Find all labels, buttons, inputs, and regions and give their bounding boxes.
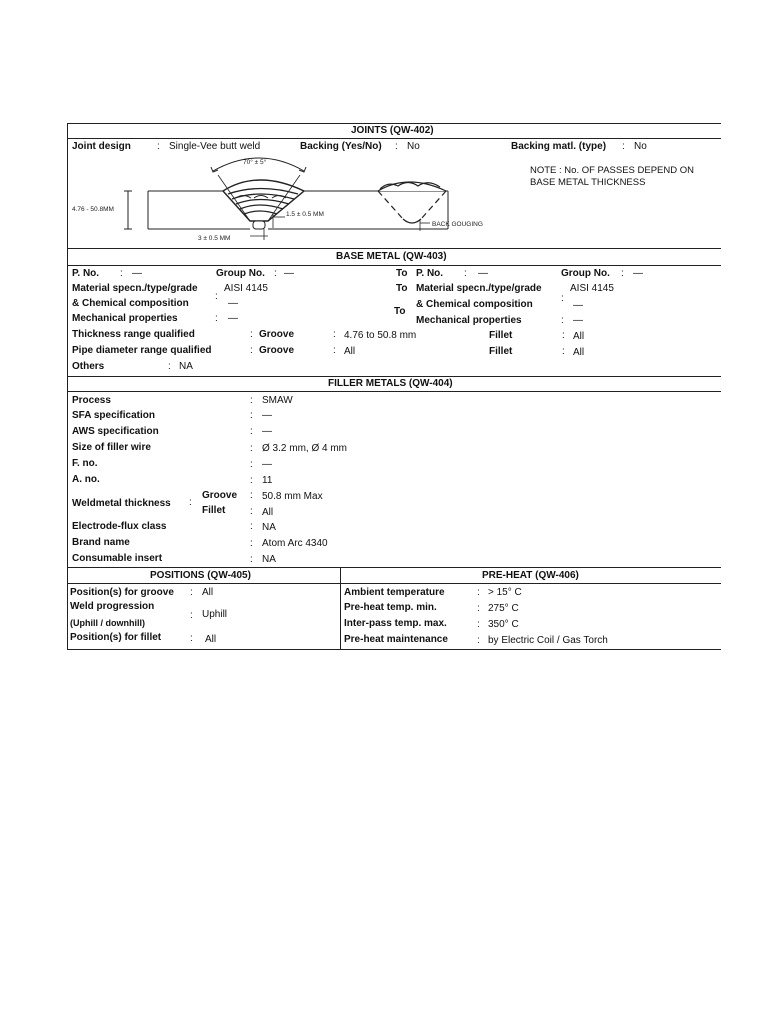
to-label: To bbox=[396, 283, 408, 294]
electrode-value: NA bbox=[262, 522, 276, 533]
aws-label: AWS specification bbox=[72, 426, 159, 437]
colon: : bbox=[561, 315, 564, 326]
sfa-label: SFA specification bbox=[72, 410, 155, 421]
groove-label: Groove bbox=[259, 329, 295, 340]
joint-design-label: Joint design bbox=[72, 141, 131, 152]
colon: : bbox=[189, 497, 192, 508]
rule-positions-divider bbox=[340, 567, 341, 649]
filler-metals-header: FILLER METALS (QW-404) bbox=[328, 378, 453, 389]
sketch-thickness-label: 4.76 - 50.8MM bbox=[72, 206, 114, 213]
fillet-label: Fillet bbox=[202, 505, 226, 516]
base-metal-header: BASE METAL (QW-403) bbox=[336, 251, 447, 262]
colon: : bbox=[477, 619, 480, 630]
material-label: Material specn./type/grade bbox=[72, 283, 198, 294]
ambient-value: > 15° C bbox=[488, 587, 522, 598]
to-mech-value: — bbox=[573, 315, 583, 326]
progression-value: Uphill bbox=[202, 609, 228, 620]
thickness-fillet-value: All bbox=[573, 331, 585, 342]
to-p-no-label: P. No. bbox=[416, 268, 444, 279]
others-label: Others bbox=[72, 361, 105, 372]
material-value: AISI 4145 bbox=[224, 283, 268, 294]
thickness-groove-value: 4.76 to 50.8 mm bbox=[344, 330, 417, 341]
fillet-position-value: All bbox=[205, 634, 217, 645]
colon: : bbox=[250, 443, 253, 454]
progression-sub-label: (Uphill / downhill) bbox=[70, 618, 145, 628]
colon: : bbox=[250, 426, 253, 437]
fillet-position-label: Position(s) for fillet bbox=[70, 632, 162, 643]
colon: : bbox=[561, 293, 564, 304]
joint-sketch bbox=[68, 153, 528, 248]
pipe-fillet-value: All bbox=[573, 347, 585, 358]
colon: : bbox=[250, 395, 253, 406]
colon: : bbox=[190, 633, 193, 644]
rule-filler-top bbox=[68, 376, 721, 377]
colon: : bbox=[250, 329, 253, 340]
brand-label: Brand name bbox=[72, 537, 130, 548]
sfa-value: — bbox=[262, 410, 272, 421]
colon: : bbox=[190, 610, 193, 621]
fno-value: — bbox=[262, 459, 272, 470]
ano-value: 11 bbox=[262, 475, 273, 486]
colon: : bbox=[333, 345, 336, 356]
colon: : bbox=[395, 141, 398, 152]
colon: : bbox=[157, 141, 160, 152]
to-mech-label: Mechanical properties bbox=[416, 315, 522, 326]
sketch-angle-label: 70° ± 5° bbox=[243, 159, 267, 166]
sketch-back-gouging-label: BACK GOUGING bbox=[432, 221, 483, 228]
colon: : bbox=[215, 313, 218, 324]
colon: : bbox=[250, 506, 253, 517]
colon: : bbox=[562, 330, 565, 341]
mech-value: — bbox=[228, 313, 238, 324]
size-value: Ø 3.2 mm, Ø 4 mm bbox=[262, 443, 348, 454]
colon: : bbox=[477, 587, 480, 598]
colon: : bbox=[120, 268, 123, 279]
fno-label: F. no. bbox=[72, 458, 98, 469]
group-no-value: — bbox=[284, 268, 294, 279]
ano-label: A. no. bbox=[72, 474, 100, 485]
to-group-no-label: Group No. bbox=[561, 268, 610, 279]
colon: : bbox=[190, 587, 193, 598]
thickness-label: Thickness range qualified bbox=[72, 329, 195, 340]
interpass-value: 350° C bbox=[488, 619, 519, 630]
pipe-groove-value: All bbox=[344, 346, 356, 357]
mech-label: Mechanical properties bbox=[72, 313, 178, 324]
sketch-root-gap-label: 3 ± 0.5 MM bbox=[198, 235, 231, 242]
maintenance-value: by Electric Coil / Gas Torch bbox=[488, 635, 608, 646]
process-label: Process bbox=[72, 395, 111, 406]
fillet-value: All bbox=[262, 507, 274, 518]
colon: : bbox=[250, 459, 253, 470]
backing-matl-value: No bbox=[634, 141, 647, 152]
backing-value: No bbox=[407, 141, 420, 152]
rule-filler-header bbox=[68, 391, 721, 392]
rule-positions-header bbox=[68, 583, 721, 584]
colon: : bbox=[215, 291, 218, 302]
joints-header: JOINTS (QW-402) bbox=[351, 125, 434, 136]
weldmetal-label: Weldmetal thickness bbox=[72, 498, 171, 509]
process-value: SMAW bbox=[262, 395, 293, 406]
chem-value: — bbox=[228, 298, 238, 309]
groove-position-label: Position(s) for groove bbox=[70, 587, 174, 598]
aws-value: — bbox=[262, 426, 272, 437]
progression-label: Weld progression bbox=[70, 601, 155, 612]
preheat-min-label: Pre-heat temp. min. bbox=[344, 602, 437, 613]
others-value: NA bbox=[179, 361, 193, 372]
joint-design-value: Single-Vee butt weld bbox=[169, 141, 261, 152]
preheat-min-value: 275° C bbox=[488, 603, 519, 614]
colon: : bbox=[250, 410, 253, 421]
groove-value: 50.8 mm Max bbox=[262, 491, 323, 502]
to-p-no-value: — bbox=[478, 268, 488, 279]
chem-label: & Chemical composition bbox=[72, 298, 189, 309]
to-material-label: Material specn./type/grade bbox=[416, 283, 542, 294]
colon: : bbox=[562, 346, 565, 357]
colon: : bbox=[250, 521, 253, 532]
size-label: Size of filler wire bbox=[72, 442, 151, 453]
backing-label: Backing (Yes/No) bbox=[300, 141, 382, 152]
groove-position-value: All bbox=[202, 587, 214, 598]
insert-value: NA bbox=[262, 554, 276, 565]
colon: : bbox=[168, 361, 171, 372]
colon: : bbox=[477, 603, 480, 614]
p-no-label: P. No. bbox=[72, 268, 100, 279]
groove-label: Groove bbox=[259, 345, 295, 356]
fillet-label: Fillet bbox=[489, 346, 513, 357]
colon: : bbox=[477, 635, 480, 646]
ambient-label: Ambient temperature bbox=[344, 587, 445, 598]
note-line-2: BASE METAL THICKNESS bbox=[530, 177, 646, 188]
rule-positions-top bbox=[68, 567, 721, 568]
groove-label: Groove bbox=[202, 490, 238, 501]
brand-value: Atom Arc 4340 bbox=[262, 538, 328, 549]
colon: : bbox=[464, 268, 467, 279]
insert-label: Consumable insert bbox=[72, 553, 163, 564]
colon: : bbox=[621, 268, 624, 279]
electrode-label: Electrode-flux class bbox=[72, 521, 167, 532]
colon: : bbox=[250, 345, 253, 356]
to-label: To bbox=[396, 268, 408, 279]
to-chem-value: — bbox=[573, 300, 583, 311]
colon: : bbox=[622, 141, 625, 152]
p-no-value: — bbox=[132, 268, 142, 279]
rule-joints-header bbox=[68, 138, 721, 139]
fillet-label: Fillet bbox=[489, 330, 513, 341]
rule-base-top bbox=[68, 248, 721, 249]
colon: : bbox=[250, 490, 253, 501]
sketch-root-face-label: 1.5 ± 0.5 MM bbox=[286, 211, 324, 218]
preheat-header: PRE-HEAT (QW-406) bbox=[482, 570, 579, 581]
wps-form bbox=[67, 123, 721, 650]
interpass-label: Inter-pass temp. max. bbox=[344, 618, 447, 629]
colon: : bbox=[250, 475, 253, 486]
to-label: To bbox=[394, 306, 406, 317]
group-no-label: Group No. bbox=[216, 268, 265, 279]
note-line-1: NOTE : No. OF PASSES DEPEND ON bbox=[530, 165, 694, 176]
positions-header: POSITIONS (QW-405) bbox=[150, 570, 251, 581]
to-group-no-value: — bbox=[633, 268, 643, 279]
rule-base-header bbox=[68, 265, 721, 266]
colon: : bbox=[250, 554, 253, 565]
colon: : bbox=[250, 538, 253, 549]
pipe-label: Pipe diameter range qualified bbox=[72, 345, 212, 356]
maintenance-label: Pre-heat maintenance bbox=[344, 634, 448, 645]
backing-matl-label: Backing matl. (type) bbox=[511, 141, 607, 152]
rule-top bbox=[68, 123, 721, 124]
to-material-value: AISI 4145 bbox=[570, 283, 614, 294]
colon: : bbox=[274, 268, 277, 279]
colon: : bbox=[333, 329, 336, 340]
to-chem-label: & Chemical composition bbox=[416, 299, 533, 310]
